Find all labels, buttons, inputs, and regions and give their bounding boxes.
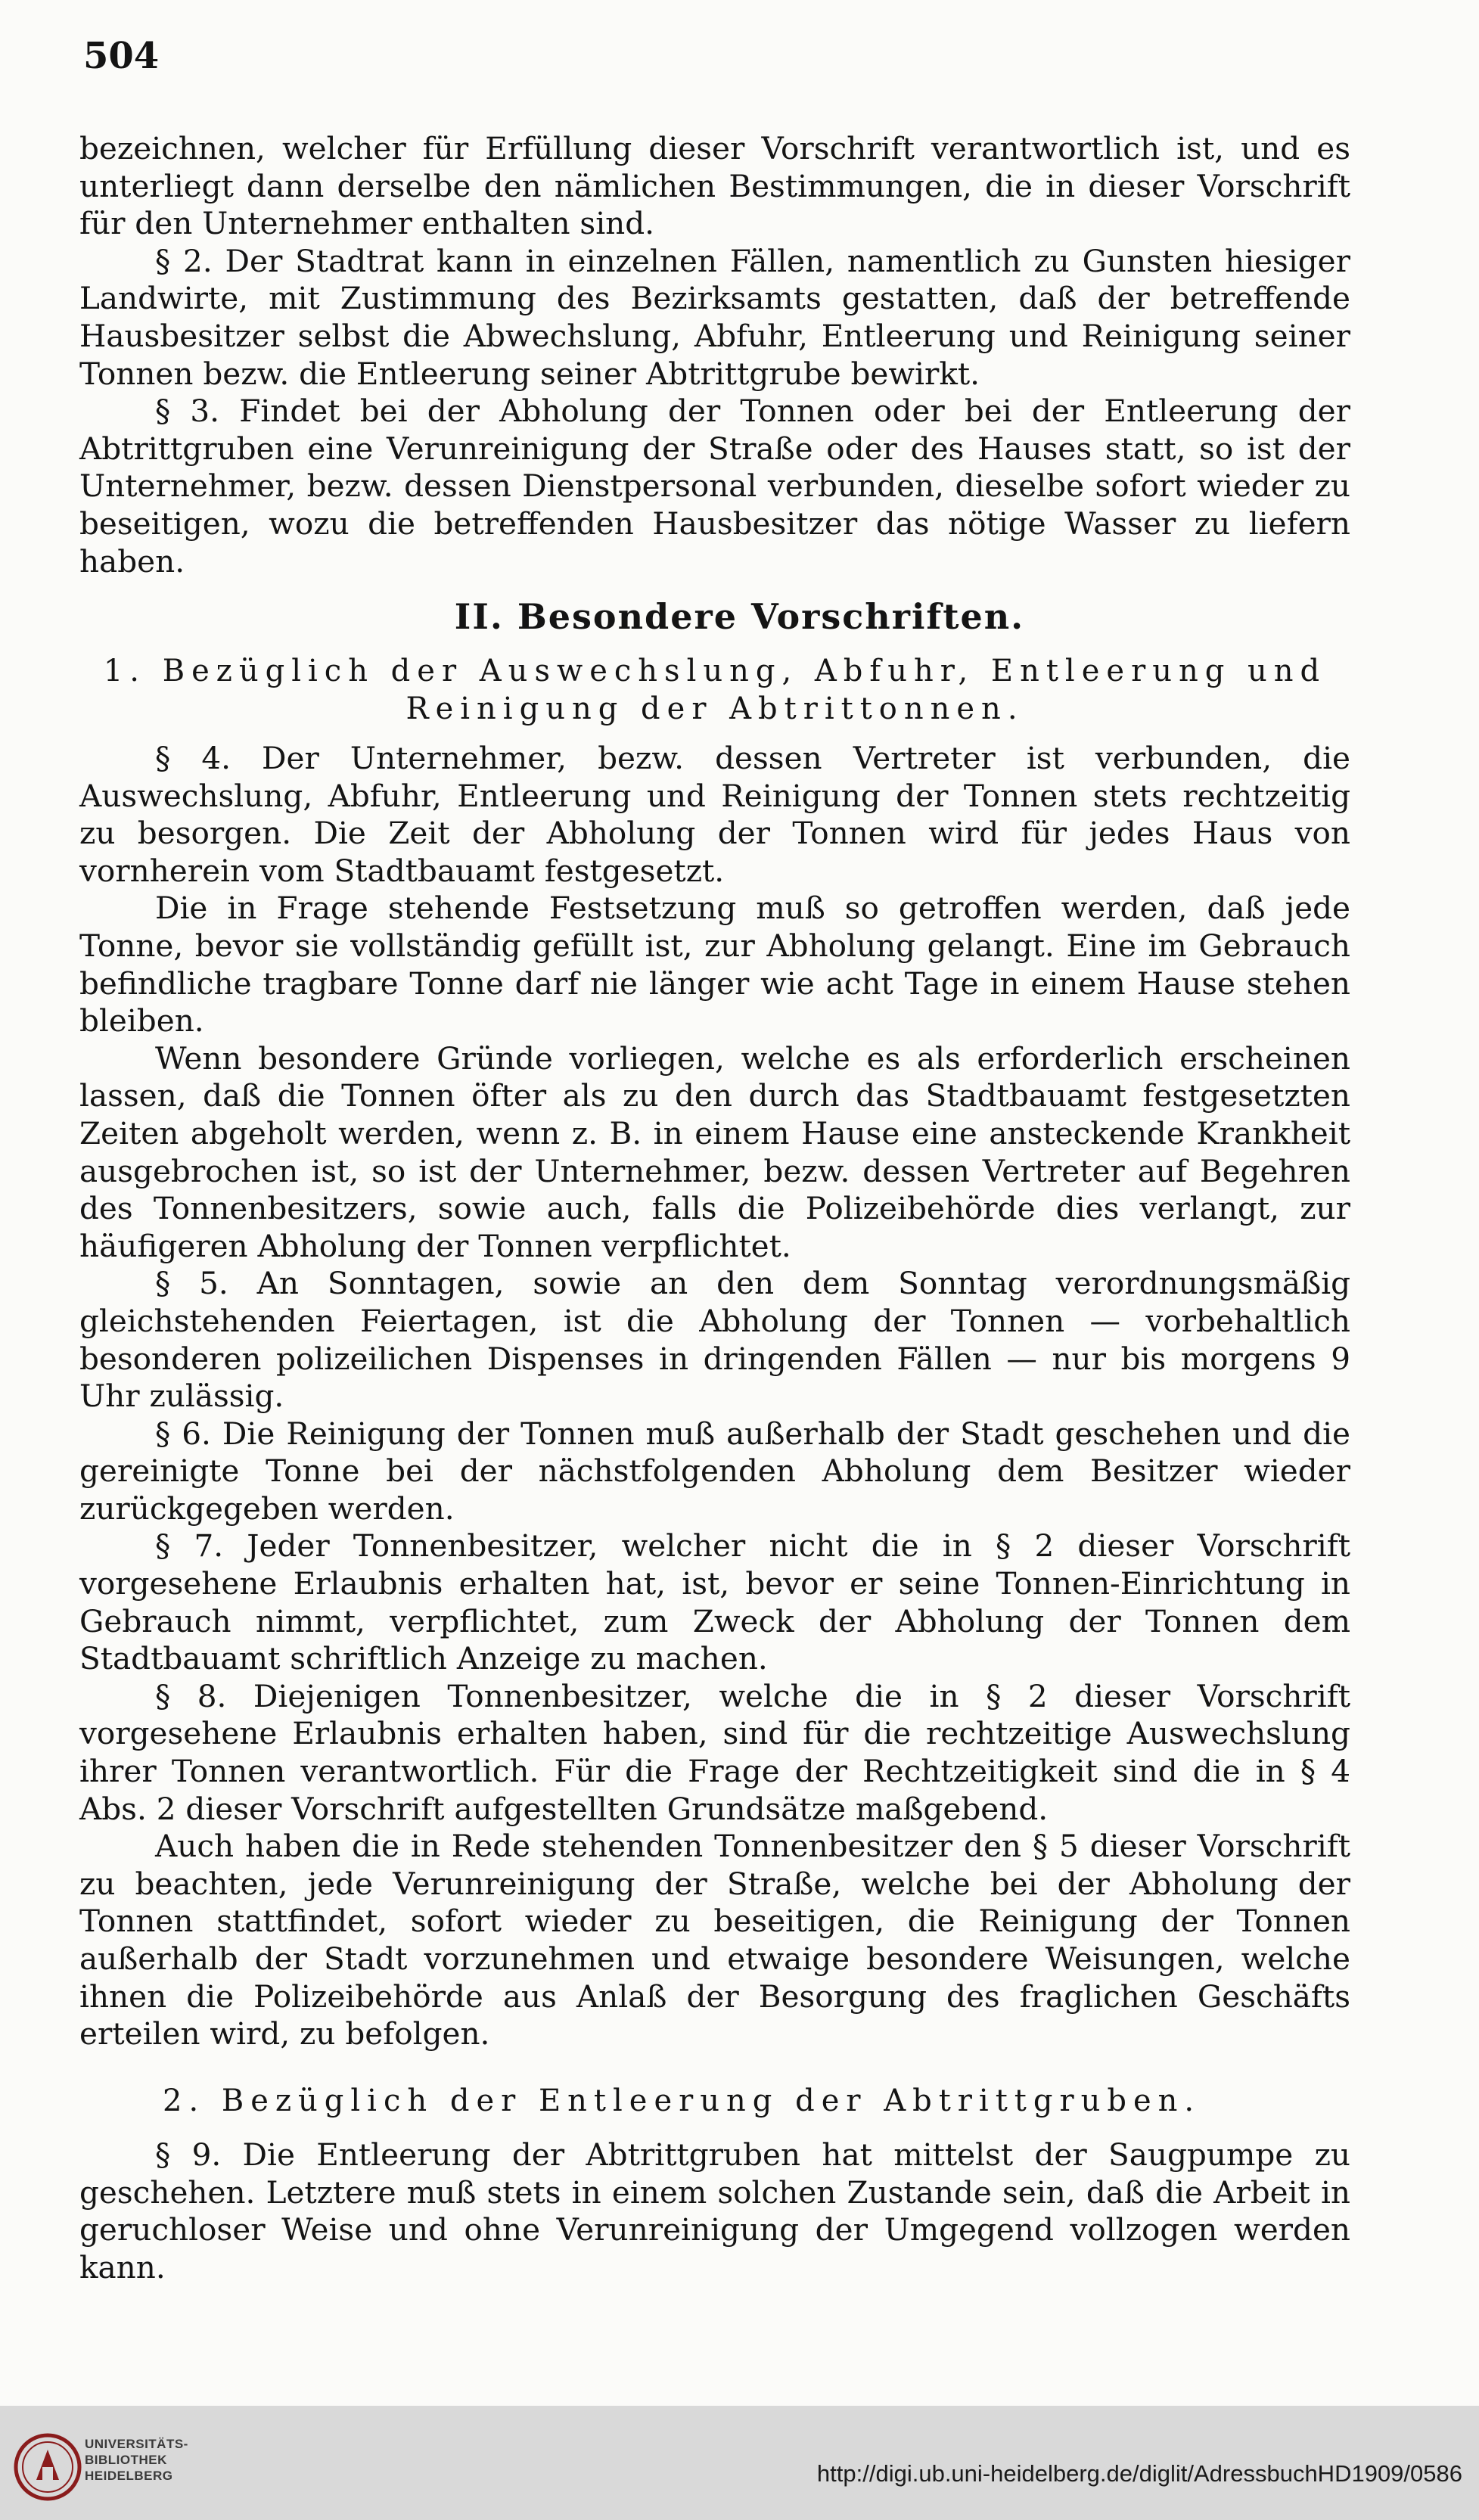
paragraph: Wenn besondere Gründe vorliegen, welche es als erforderlich erscheinen lassen, daß die Tonnen öfter als zu den durch das Stadtbauamt festgesetzten Zeiten abgeholt werden, wenn z. B. in einem Hause eine ansteckende Krankheit ausgebrochen ist, so ist der Unternehmer, bezw. dessen Vertreter auf Begehren des Tonnenbesitzers, sowie auch, falls die Polizeibehörde dies verlangt, zur häufigeren Abholung der Tonnen verpflichtet.	[79, 1039, 1350, 1264]
paragraph: § 5. An Sonntagen, sowie an den dem Sonntag verordnungsmäßig gleichstehenden Feiertagen, ist die Abholung der Tonnen — vorbehaltlich besonderen polizeilichen Dispenses in dringenden Fällen — nur bis morgens 9 Uhr zulässig.	[79, 1265, 1350, 1415]
page-number: 504	[83, 35, 160, 77]
library-name-line: BIBLIOTHEK	[85, 2453, 167, 2467]
paragraph: § 7. Jeder Tonnenbesitzer, welcher nicht die in § 2 dieser Vorschrift vorgesehene Erlaubnis erhalten hat, ist, bevor er seine Tonnen-Einrichtung in Gebrauch nimmt, verpflichtet, zum Zweck der Abholung der Tonnen dem Stadtbauamt schriftlich Anzeige zu machen.	[79, 1527, 1350, 1677]
paragraph: § 3. Findet bei der Abholung der Tonnen oder bei der Entleerung der Abtrittgruben eine Verunreinigung der Straße oder des Hauses statt, so ist der Unternehmer, bezw. dessen Dienstpersonal verbunden, dieselbe sofort wieder zu beseitigen, wozu die betreffenden Hausbesitzer das nötige Wasser zu liefern haben.	[79, 393, 1350, 580]
paragraph: Auch haben die in Rede stehenden Tonnenbesitzer den § 5 dieser Vorschrift zu beachten, jede Verunreinigung der Straße, welche bei der Abholung der Tonnen stattfindet, sofort wieder zu beseitigen, die Reinigung der Tonnen außerhalb der Stadt vorzunehmen und etwaige besondere Weisungen, welche ihnen die Polizeibehörde aus Anlaß der Besorgung des fraglichen Geschäfts erteilen wird, zu befolgen.	[79, 1828, 1350, 2052]
paragraph: Die in Frage stehende Festsetzung muß so getroffen werden, daß jede Tonne, bevor sie vollständig gefüllt ist, zur Abholung gelangt. Eine im Gebrauch befindliche tragbare Tonne darf nie länger wie acht Tage in einem Hause stehen bleiben.	[79, 890, 1350, 1039]
library-name	[85, 2436, 188, 2484]
library-name-line: UNIVERSITÄTS-	[85, 2437, 188, 2451]
library-name-line: HEIDELBERG	[85, 2469, 173, 2483]
footer-bar	[0, 2406, 1479, 2520]
paragraph: § 9. Die Entleerung der Abtrittgruben hat mittelst der Saugpumpe zu geschehen. Letztere muß stets in einem solchen Zustande sein, daß die Arbeit in geruchloser Weise und ohne Verunreinigung der Umgegend vollzogen werden kann.	[79, 2136, 1350, 2285]
sub-heading-2: 2. Bezüglich der Entleerung der Abtrittgruben.	[163, 2083, 1201, 2118]
paragraph: § 6. Die Reinigung der Tonnen muß außerhalb der Stadt geschehen und die gereinigte Tonne bei der nächstfolgenden Abholung dem Besitzer wieder zurückgegeben werden.	[79, 1415, 1350, 1527]
paragraph: § 8. Diejenigen Tonnenbesitzer, welche die in § 2 dieser Vorschrift vorgesehene Erlaubnis erhalten haben, sind für die rechtzeitige Auswechslung ihrer Tonnen verantwortlich. Für die Frage der Rechtzeitigkeit sind die in § 4 Abs. 2 dieser Vorschrift aufgestellten Grundsätze maßgebend.	[79, 1677, 1350, 1827]
text-block-middle	[79, 740, 1350, 2053]
source-url-link[interactable]: http://digi.ub.uni-heidelberg.de/diglit/AdressbuchHD1909/0586	[816, 2460, 1462, 2487]
sub-heading-1: 1. Bezüglich der Auswechslung, Abfuhr, Entleerung und Reinigung der Abtrittonnen.	[103, 654, 1327, 726]
section-heading: II. Besondere Vorschriften.	[454, 596, 1025, 637]
paragraph: bezeichnen, welcher für Erfüllung dieser Vorschrift verantwortlich ist, und es unterliegt dann derselbe den nämlichen Bestimmungen, die in dieser Vorschrift für den Unternehmer enthalten sind.	[79, 130, 1350, 242]
university-seal-icon	[14, 2433, 82, 2501]
paragraph: § 4. Der Unternehmer, bezw. dessen Vertreter ist verbunden, die Auswechslung, Abfuhr, Entleerung und Reinigung der Tonnen stets rechtzeitig zu besorgen. Die Zeit der Abholung der Tonnen wird für jedes Haus von vornherein vom Stadtbauamt festgesetzt.	[79, 740, 1350, 889]
text-block-top	[79, 130, 1350, 580]
text-block-bottom	[79, 2136, 1350, 2286]
paragraph: § 2. Der Stadtrat kann in einzelnen Fällen, namentlich zu Gunsten hiesiger Landwirte, mit Zustimmung des Bezirksamts gestatten, daß der betreffende Hausbesitzer selbst die Abwechslung, Abfuhr, Entleerung und Reinigung seiner Tonnen bezw. die Entleerung seiner Abtrittgrube bewirkt.	[79, 242, 1350, 392]
